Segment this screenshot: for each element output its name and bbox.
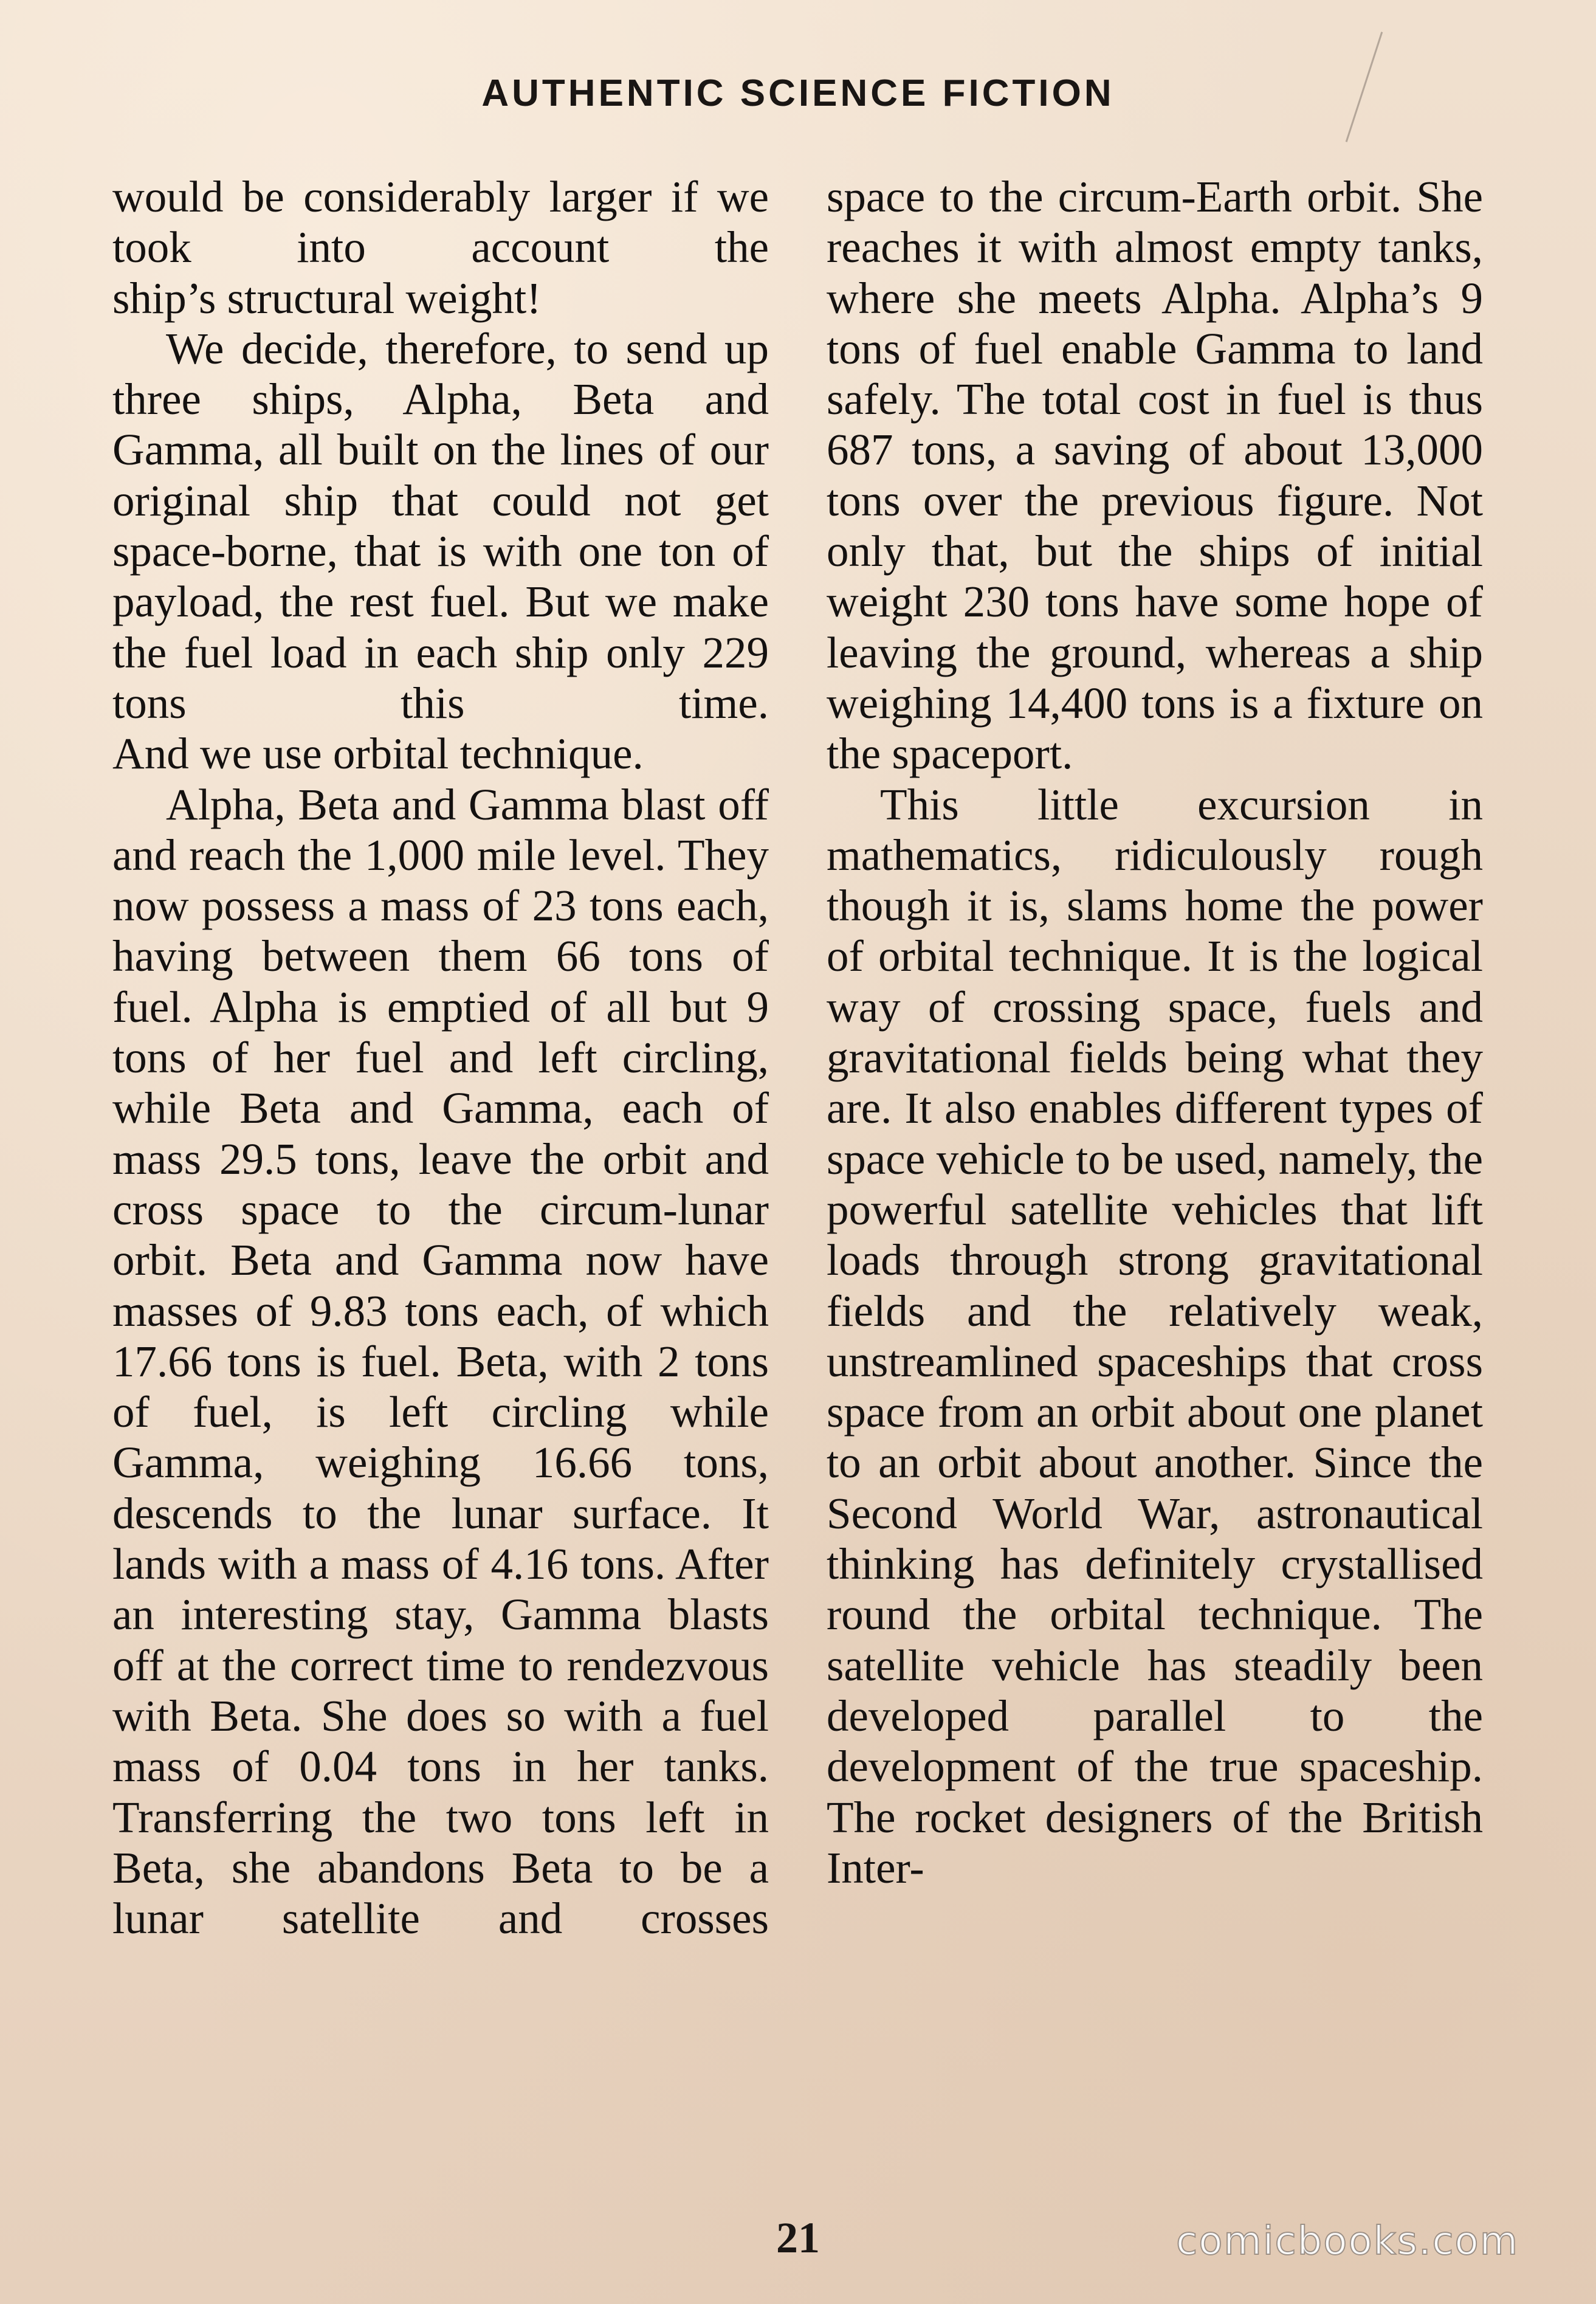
running-header: AUTHENTIC SCIENCE FICTION — [481, 72, 1115, 114]
paragraph-text: We decide, therefore, to send up three ships, Alpha, Beta and Gamma, all built on the lines of our original ship that could not get space-borne, that is with one ton of payload, the rest fuel. But we make the fuel load in each ship only 229 tons this time. — [112, 323, 769, 728]
page-number: 21 — [776, 2213, 820, 2262]
paragraph-continued — [827, 171, 1483, 779]
paragraph-last-line: ship’s structural weight! — [112, 273, 542, 323]
site-watermark: comicbooks.com — [1176, 2219, 1519, 2264]
text-column-left — [112, 171, 769, 1944]
paragraph-last-line: And we use orbital technique. — [112, 729, 644, 779]
paragraph-text: Alpha, Beta and Gamma blast off and reach the 1,000 mile level. They now possess a mass of 23 tons each, having between them 66 tons of fuel. Alpha is emptied of all but 9 tons of her fuel and left circling, while Beta and Gamma, each of mass 29.5 tons, leave the orbit and cross space to the circum-lunar orbit. Beta and Gamma now have masses of 9.83 tons each, of which 17.66 tons is fuel. Beta, with 2 tons of fuel, is left circling while Gamma, weighing 16.66 tons, descends to the lunar surface. It lands with a mass of 4.16 tons. After an interesting stay, Gamma blasts off at the correct time to rendezvous with Beta. She does so with a fuel mass of 0.04 tons in her tanks. Transferring the two tons left in Beta, she abandons Beta to be a lunar satellite and crosses — [112, 779, 769, 1944]
paragraph-text: This little excursion in mathematics, ridiculously rough though it is, slams home the power of orbital technique. It is the logical way of crossing space, fuels and gravitational fields being what they are. It also enables different types of space vehicle to be used, namely, the powerful satellite vehicles that lift loads through strong gravitational fields and the relatively weak, unstreamlined spaceships that cross space from an orbit about one planet to an orbit about another. Since the Second World War, astronautical thinking has definitely crystallised round the orbital technique. The satellite vehicle has steadily been developed parallel to the development of the true spaceship. The rocket designers of the British Inter- — [827, 779, 1483, 1892]
paragraph-last-line: the spaceport. — [827, 729, 1073, 779]
text-column-right — [827, 171, 1483, 1893]
paragraph-continued — [112, 171, 769, 323]
paragraph — [112, 779, 769, 1944]
paragraph — [112, 323, 769, 779]
paragraph-text: would be considerably larger if we took into account the — [112, 172, 769, 272]
paragraph — [827, 779, 1483, 1894]
paragraph-text: space to the circum-Earth orbit. She reaches it with almost empty tanks, where she meets Alpha. Alpha’s 9 tons of fuel enable Gamma to land safely. The total cost in fuel is thus 687 tons, a saving of about 13,000 tons over the previous figure. Not only that, but the ships of initial weight 230 tons have some hope of leaving the ground, whereas a ship weighing 14,400 tons is a fixture on — [827, 172, 1483, 728]
